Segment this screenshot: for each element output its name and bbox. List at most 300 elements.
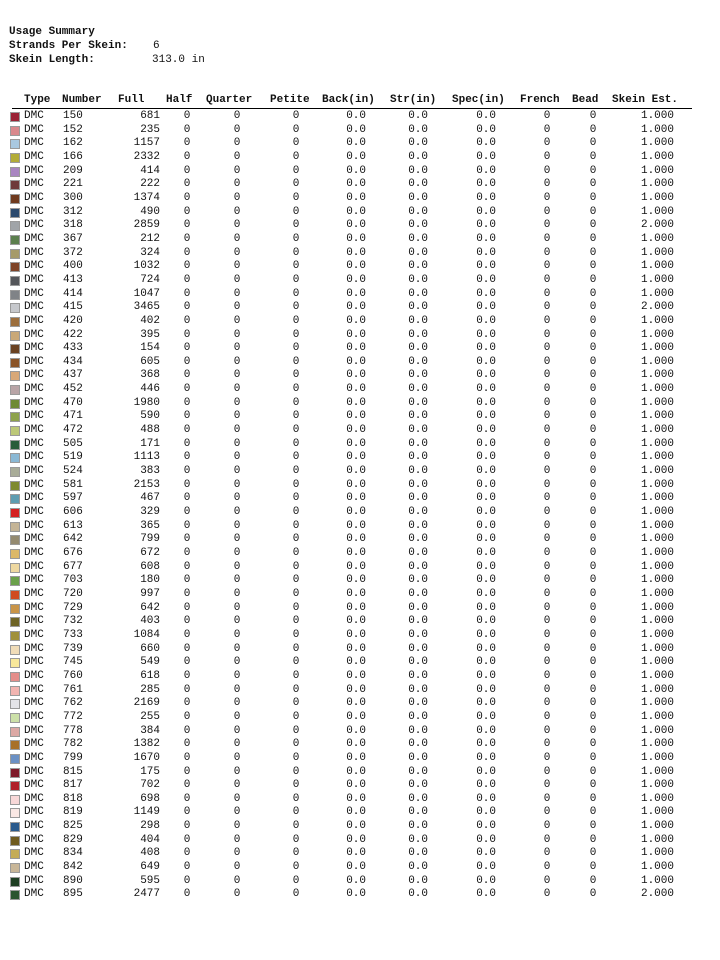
cell-bead: 0 xyxy=(589,191,597,204)
cell-bead: 0 xyxy=(589,888,597,901)
cell-number: 505 xyxy=(63,437,83,450)
cell-spec: 0.0 xyxy=(476,874,496,887)
cell-type: DMC xyxy=(24,656,44,669)
cell-quarter: 0 xyxy=(233,383,241,396)
cell-french: 0 xyxy=(543,178,551,191)
cell-spec: 0.0 xyxy=(476,697,496,710)
cell-skein: 1.000 xyxy=(640,410,674,423)
cell-half: 0 xyxy=(183,424,191,437)
color-swatch xyxy=(10,344,20,354)
color-swatch xyxy=(10,139,20,149)
cell-back: 0.0 xyxy=(346,779,366,792)
color-swatch xyxy=(10,713,20,723)
cell-skein: 1.000 xyxy=(640,246,674,259)
cell-type: DMC xyxy=(24,150,44,163)
cell-french: 0 xyxy=(543,232,551,245)
cell-french: 0 xyxy=(543,628,551,641)
cell-half: 0 xyxy=(183,314,191,327)
cell-quarter: 0 xyxy=(233,191,241,204)
cell-bead: 0 xyxy=(589,110,597,122)
table-row xyxy=(8,643,692,657)
cell-quarter: 0 xyxy=(233,628,241,641)
cell-petite: 0 xyxy=(292,301,300,314)
cell-full: 1980 xyxy=(133,396,160,409)
column-header: Skein Est. xyxy=(612,94,679,106)
cell-str: 0.0 xyxy=(408,874,428,887)
cell-skein: 1.000 xyxy=(640,355,674,368)
cell-quarter: 0 xyxy=(233,328,241,341)
cell-petite: 0 xyxy=(292,874,300,887)
table-row xyxy=(8,137,692,151)
cell-back: 0.0 xyxy=(346,342,366,355)
table-row xyxy=(8,383,692,397)
table-row xyxy=(8,806,692,820)
cell-half: 0 xyxy=(183,369,191,382)
cell-number: 818 xyxy=(63,792,83,805)
cell-quarter: 0 xyxy=(233,369,241,382)
cell-str: 0.0 xyxy=(408,587,428,600)
cell-quarter: 0 xyxy=(233,833,241,846)
cell-full: 2332 xyxy=(133,150,160,163)
cell-skein: 1.000 xyxy=(640,587,674,600)
cell-number: 732 xyxy=(63,615,83,628)
cell-back: 0.0 xyxy=(346,656,366,669)
cell-number: 720 xyxy=(63,587,83,600)
cell-full: 660 xyxy=(140,642,160,655)
cell-back: 0.0 xyxy=(346,587,366,600)
cell-str: 0.0 xyxy=(408,615,428,628)
table-row xyxy=(8,247,692,261)
cell-half: 0 xyxy=(183,137,191,150)
table-row xyxy=(8,301,692,315)
cell-french: 0 xyxy=(543,642,551,655)
cell-petite: 0 xyxy=(292,110,300,122)
cell-full: 1374 xyxy=(133,191,160,204)
cell-spec: 0.0 xyxy=(476,847,496,860)
cell-quarter: 0 xyxy=(233,574,241,587)
cell-half: 0 xyxy=(183,833,191,846)
table-row xyxy=(8,615,692,629)
cell-bead: 0 xyxy=(589,273,597,286)
cell-half: 0 xyxy=(183,150,191,163)
cell-full: 175 xyxy=(140,765,160,778)
cell-spec: 0.0 xyxy=(476,547,496,559)
cell-petite: 0 xyxy=(292,424,300,437)
cell-str: 0.0 xyxy=(408,137,428,150)
cell-number: 433 xyxy=(63,342,83,355)
table-row xyxy=(8,260,692,274)
cell-type: DMC xyxy=(24,697,44,710)
column-header: Bead xyxy=(572,94,599,106)
cell-back: 0.0 xyxy=(346,137,366,150)
cell-petite: 0 xyxy=(292,628,300,641)
cell-full: 383 xyxy=(140,465,160,478)
cell-half: 0 xyxy=(183,751,191,764)
cell-french: 0 xyxy=(543,355,551,368)
cell-quarter: 0 xyxy=(233,287,241,300)
color-swatch xyxy=(10,262,20,272)
cell-spec: 0.0 xyxy=(476,751,496,764)
cell-str: 0.0 xyxy=(408,465,428,478)
cell-back: 0.0 xyxy=(346,164,366,177)
cell-back: 0.0 xyxy=(346,574,366,587)
cell-french: 0 xyxy=(543,506,551,519)
cell-full: 408 xyxy=(140,847,160,860)
cell-skein: 1.000 xyxy=(640,369,674,382)
cell-quarter: 0 xyxy=(233,533,241,546)
cell-number: 890 xyxy=(63,874,83,887)
cell-quarter: 0 xyxy=(233,342,241,355)
color-swatch xyxy=(10,194,20,204)
cell-quarter: 0 xyxy=(233,888,241,901)
table-row xyxy=(8,725,692,739)
table-row xyxy=(8,533,692,547)
color-swatch xyxy=(10,167,20,177)
cell-petite: 0 xyxy=(292,273,300,286)
cell-bead: 0 xyxy=(589,328,597,341)
color-swatch xyxy=(10,890,20,900)
cell-type: DMC xyxy=(24,465,44,478)
cell-quarter: 0 xyxy=(233,150,241,163)
table-row xyxy=(8,315,692,329)
cell-str: 0.0 xyxy=(408,792,428,805)
cell-number: 782 xyxy=(63,738,83,751)
cell-quarter: 0 xyxy=(233,123,241,136)
cell-bead: 0 xyxy=(589,519,597,532)
table-row xyxy=(8,779,692,793)
table-row xyxy=(8,711,692,725)
cell-french: 0 xyxy=(543,547,551,559)
cell-type: DMC xyxy=(24,273,44,286)
cell-half: 0 xyxy=(183,779,191,792)
cell-back: 0.0 xyxy=(346,615,366,628)
color-swatch xyxy=(10,371,20,381)
cell-str: 0.0 xyxy=(408,547,428,559)
cell-skein: 1.000 xyxy=(640,437,674,450)
cell-bead: 0 xyxy=(589,137,597,150)
cell-bead: 0 xyxy=(589,820,597,833)
cell-french: 0 xyxy=(543,383,551,396)
skein-length-value: 313.0 in xyxy=(152,54,205,66)
cell-spec: 0.0 xyxy=(476,232,496,245)
cell-half: 0 xyxy=(183,301,191,314)
cell-half: 0 xyxy=(183,574,191,587)
cell-full: 255 xyxy=(140,710,160,723)
cell-type: DMC xyxy=(24,478,44,491)
cell-str: 0.0 xyxy=(408,833,428,846)
cell-quarter: 0 xyxy=(233,178,241,191)
cell-number: 415 xyxy=(63,301,83,314)
cell-bead: 0 xyxy=(589,628,597,641)
cell-french: 0 xyxy=(543,574,551,587)
cell-full: 1157 xyxy=(133,137,160,150)
cell-petite: 0 xyxy=(292,574,300,587)
cell-back: 0.0 xyxy=(346,888,366,901)
cell-full: 2169 xyxy=(133,697,160,710)
cell-type: DMC xyxy=(24,383,44,396)
cell-type: DMC xyxy=(24,779,44,792)
cell-type: DMC xyxy=(24,587,44,600)
cell-bead: 0 xyxy=(589,342,597,355)
cell-skein: 1.000 xyxy=(640,424,674,437)
cell-back: 0.0 xyxy=(346,328,366,341)
cell-full: 404 xyxy=(140,833,160,846)
cell-half: 0 xyxy=(183,615,191,628)
table-body xyxy=(8,110,692,902)
cell-type: DMC xyxy=(24,492,44,505)
cell-petite: 0 xyxy=(292,642,300,655)
cell-back: 0.0 xyxy=(346,232,366,245)
cell-full: 365 xyxy=(140,519,160,532)
cell-type: DMC xyxy=(24,847,44,860)
cell-type: DMC xyxy=(24,888,44,901)
column-header: Half xyxy=(166,94,193,106)
cell-spec: 0.0 xyxy=(476,150,496,163)
table-row xyxy=(8,274,692,288)
cell-bead: 0 xyxy=(589,164,597,177)
cell-str: 0.0 xyxy=(408,820,428,833)
cell-number: 150 xyxy=(63,110,83,122)
cell-quarter: 0 xyxy=(233,847,241,860)
cell-skein: 1.000 xyxy=(640,232,674,245)
column-header: Quarter xyxy=(206,94,253,106)
cell-quarter: 0 xyxy=(233,697,241,710)
cell-skein: 1.000 xyxy=(640,642,674,655)
color-swatch xyxy=(10,836,20,846)
cell-spec: 0.0 xyxy=(476,656,496,669)
cell-number: 895 xyxy=(63,888,83,901)
strands-label: Strands Per Skein: xyxy=(9,40,128,52)
column-header: French xyxy=(520,94,560,106)
cell-number: 745 xyxy=(63,656,83,669)
table-row xyxy=(8,192,692,206)
cell-type: DMC xyxy=(24,628,44,641)
cell-skein: 1.000 xyxy=(640,861,674,874)
color-swatch xyxy=(10,358,20,368)
color-swatch xyxy=(10,781,20,791)
cell-full: 2477 xyxy=(133,888,160,901)
cell-quarter: 0 xyxy=(233,751,241,764)
color-swatch xyxy=(10,481,20,491)
cell-spec: 0.0 xyxy=(476,424,496,437)
cell-half: 0 xyxy=(183,533,191,546)
color-swatch xyxy=(10,235,20,245)
cell-petite: 0 xyxy=(292,779,300,792)
cell-spec: 0.0 xyxy=(476,191,496,204)
cell-bead: 0 xyxy=(589,383,597,396)
cell-petite: 0 xyxy=(292,328,300,341)
cell-type: DMC xyxy=(24,574,44,587)
cell-half: 0 xyxy=(183,273,191,286)
table-row xyxy=(8,451,692,465)
cell-skein: 1.000 xyxy=(640,137,674,150)
cell-petite: 0 xyxy=(292,738,300,751)
cell-str: 0.0 xyxy=(408,164,428,177)
cell-type: DMC xyxy=(24,369,44,382)
cell-spec: 0.0 xyxy=(476,820,496,833)
cell-quarter: 0 xyxy=(233,355,241,368)
cell-back: 0.0 xyxy=(346,847,366,860)
cell-type: DMC xyxy=(24,874,44,887)
cell-half: 0 xyxy=(183,492,191,505)
cell-spec: 0.0 xyxy=(476,110,496,122)
cell-petite: 0 xyxy=(292,260,300,273)
cell-half: 0 xyxy=(183,683,191,696)
cell-back: 0.0 xyxy=(346,369,366,382)
cell-half: 0 xyxy=(183,806,191,819)
cell-bead: 0 xyxy=(589,246,597,259)
cell-number: 799 xyxy=(63,751,83,764)
cell-type: DMC xyxy=(24,833,44,846)
cell-skein: 1.000 xyxy=(640,751,674,764)
column-header: Petite xyxy=(270,94,310,106)
cell-french: 0 xyxy=(543,150,551,163)
cell-quarter: 0 xyxy=(233,451,241,464)
cell-bead: 0 xyxy=(589,656,597,669)
cell-bead: 0 xyxy=(589,369,597,382)
cell-back: 0.0 xyxy=(346,669,366,682)
cell-bead: 0 xyxy=(589,601,597,614)
cell-back: 0.0 xyxy=(346,547,366,559)
cell-str: 0.0 xyxy=(408,246,428,259)
cell-bead: 0 xyxy=(589,123,597,136)
cell-back: 0.0 xyxy=(346,219,366,232)
cell-full: 488 xyxy=(140,424,160,437)
cell-petite: 0 xyxy=(292,601,300,614)
cell-back: 0.0 xyxy=(346,697,366,710)
cell-spec: 0.0 xyxy=(476,273,496,286)
cell-half: 0 xyxy=(183,506,191,519)
cell-back: 0.0 xyxy=(346,246,366,259)
cell-quarter: 0 xyxy=(233,110,241,122)
cell-spec: 0.0 xyxy=(476,396,496,409)
cell-type: DMC xyxy=(24,506,44,519)
cell-full: 180 xyxy=(140,574,160,587)
cell-skein: 1.000 xyxy=(640,847,674,860)
cell-str: 0.0 xyxy=(408,383,428,396)
cell-str: 0.0 xyxy=(408,150,428,163)
cell-full: 1670 xyxy=(133,751,160,764)
cell-french: 0 xyxy=(543,888,551,901)
color-swatch xyxy=(10,754,20,764)
cell-spec: 0.0 xyxy=(476,287,496,300)
cell-number: 829 xyxy=(63,833,83,846)
cell-petite: 0 xyxy=(292,697,300,710)
cell-quarter: 0 xyxy=(233,560,241,573)
cell-skein: 1.000 xyxy=(640,697,674,710)
column-header: Full xyxy=(118,94,145,106)
cell-number: 372 xyxy=(63,246,83,259)
cell-spec: 0.0 xyxy=(476,765,496,778)
usage-table xyxy=(8,94,692,901)
cell-half: 0 xyxy=(183,847,191,860)
cell-bead: 0 xyxy=(589,150,597,163)
cell-skein: 1.000 xyxy=(640,150,674,163)
table-row xyxy=(8,178,692,192)
cell-quarter: 0 xyxy=(233,301,241,314)
cell-half: 0 xyxy=(183,328,191,341)
cell-petite: 0 xyxy=(292,164,300,177)
cell-quarter: 0 xyxy=(233,273,241,286)
cell-quarter: 0 xyxy=(233,465,241,478)
cell-number: 413 xyxy=(63,273,83,286)
cell-spec: 0.0 xyxy=(476,205,496,218)
cell-type: DMC xyxy=(24,178,44,191)
cell-bead: 0 xyxy=(589,847,597,860)
cell-number: 519 xyxy=(63,451,83,464)
cell-back: 0.0 xyxy=(346,601,366,614)
cell-spec: 0.0 xyxy=(476,779,496,792)
cell-str: 0.0 xyxy=(408,219,428,232)
cell-number: 221 xyxy=(63,178,83,191)
color-swatch xyxy=(10,440,20,450)
cell-back: 0.0 xyxy=(346,861,366,874)
cell-type: DMC xyxy=(24,123,44,136)
cell-skein: 1.000 xyxy=(640,451,674,464)
cell-half: 0 xyxy=(183,628,191,641)
cell-spec: 0.0 xyxy=(476,383,496,396)
cell-petite: 0 xyxy=(292,355,300,368)
cell-type: DMC xyxy=(24,601,44,614)
cell-petite: 0 xyxy=(292,123,300,136)
cell-petite: 0 xyxy=(292,410,300,423)
cell-type: DMC xyxy=(24,547,44,559)
color-swatch xyxy=(10,658,20,668)
cell-str: 0.0 xyxy=(408,369,428,382)
table-row xyxy=(8,397,692,411)
cell-petite: 0 xyxy=(292,287,300,300)
cell-full: 403 xyxy=(140,615,160,628)
table-row xyxy=(8,561,692,575)
cell-skein: 1.000 xyxy=(640,792,674,805)
cell-number: 209 xyxy=(63,164,83,177)
cell-full: 1084 xyxy=(133,628,160,641)
cell-str: 0.0 xyxy=(408,191,428,204)
column-header: Str(in) xyxy=(390,94,437,106)
cell-half: 0 xyxy=(183,451,191,464)
cell-number: 642 xyxy=(63,533,83,546)
cell-skein: 1.000 xyxy=(640,710,674,723)
cell-str: 0.0 xyxy=(408,273,428,286)
cell-number: 825 xyxy=(63,820,83,833)
cell-bead: 0 xyxy=(589,205,597,218)
cell-spec: 0.0 xyxy=(476,833,496,846)
cell-half: 0 xyxy=(183,765,191,778)
cell-type: DMC xyxy=(24,451,44,464)
cell-french: 0 xyxy=(543,123,551,136)
cell-number: 470 xyxy=(63,396,83,409)
cell-quarter: 0 xyxy=(233,314,241,327)
cell-half: 0 xyxy=(183,383,191,396)
cell-str: 0.0 xyxy=(408,683,428,696)
cell-bead: 0 xyxy=(589,874,597,887)
cell-full: 724 xyxy=(140,273,160,286)
cell-quarter: 0 xyxy=(233,806,241,819)
cell-skein: 1.000 xyxy=(640,874,674,887)
color-swatch xyxy=(10,768,20,778)
cell-back: 0.0 xyxy=(346,451,366,464)
cell-french: 0 xyxy=(543,779,551,792)
cell-bead: 0 xyxy=(589,724,597,737)
cell-back: 0.0 xyxy=(346,478,366,491)
table-row xyxy=(8,342,692,356)
cell-half: 0 xyxy=(183,547,191,559)
cell-petite: 0 xyxy=(292,437,300,450)
cell-skein: 1.000 xyxy=(640,342,674,355)
color-swatch xyxy=(10,576,20,586)
cell-french: 0 xyxy=(543,656,551,669)
cell-number: 367 xyxy=(63,232,83,245)
